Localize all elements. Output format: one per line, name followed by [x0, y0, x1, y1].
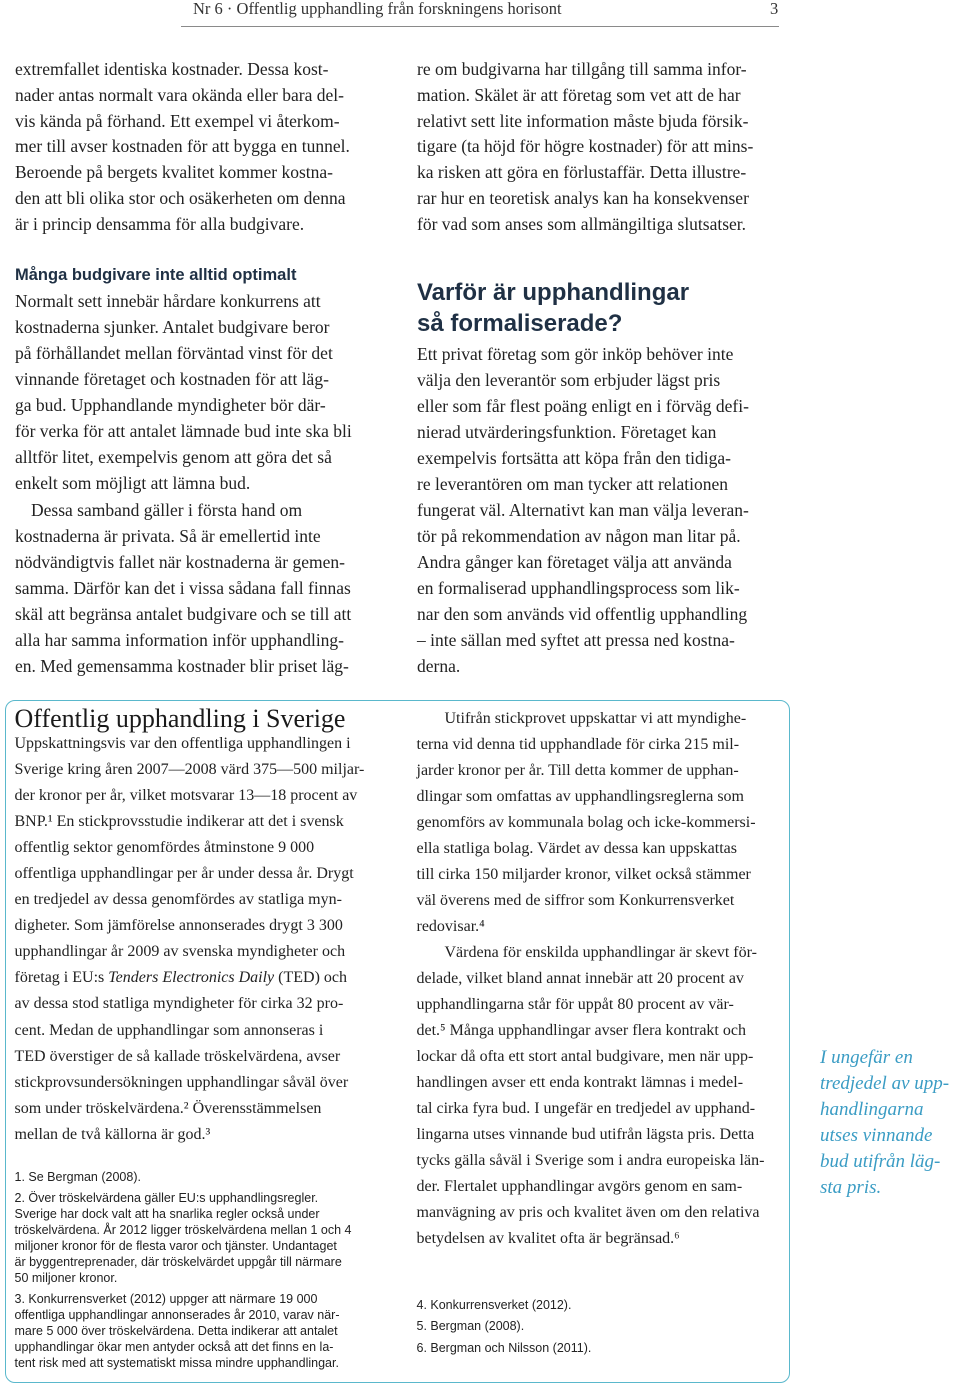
pull-quote: I ungefär en tredjedel av upp- handlingarna utses vinnande bud utifrån läg- sta pris. [820, 1047, 950, 1198]
fact-box-title: Offentlig upphandling i Sverige [14, 703, 346, 733]
right-section-heading: Varför är upphandlingar så formaliserade? [417, 279, 690, 337]
right-column-intro-text: re om budgivarna har tillgång till samma infor- mation. Skälet är att företag som vet att de har relativt sett lite information måste bjuda försik- tigare (ta höjd för högre kostnader) för att mins- ka risken att göra en förlustaffär. Detta illustre- rar hur en teoretisk analys kan ha konsekvenser för vad som anses som allmängiltiga slutsatser. [417, 59, 754, 234]
footnote: 5. Bergman (2008). [416, 1319, 525, 1333]
left-section-paragraph: Normalt sett innebär hårdare konkurrens att kostnaderna sjunker. Antalet budgivare beror på förhållandet mellan förväntad vinst för det vinnande företaget och kostnaden för att läg- ga bud. Upphandlande myndigheter bör där- för verka för att antalet lämnade bud inte ska bli alltför litet, exempelvis genom att göra det så enkelt som möjligt att lämna bud. [15, 291, 352, 494]
fact-box-italic-title: Tenders Electronics Daily [108, 969, 275, 987]
footnote: 3. Konkurrensverket (2012) uppger att närmare 19 000 offentliga upphandlingar annonserades år 2010, varav när- mare 5 000 över tröskelvärdena. Detta indikerar att antalet upphandlingar ökar men antyder också att det finns en la- tent risk med att systematiskt missa mindre upphandlingar. [14, 1291, 340, 1370]
footnote: 2. Över tröskelvärdena gäller EU:s upphandlingsregler. Sverige har dock valt att ha snarlika regler också under tröskelvärdena. År 2012 ligger tröskelvärdena mellan 1 och 4 miljoner kronor för de flesta varor och tjänster. Undantaget är byggentreprenader, där tröskelvärdet uppgår till närmare 50 miljoner kronor. [14, 1190, 352, 1285]
fact-box-paragraph: Värdena för enskilda upphandlingar är skevt för- delade, vilket bland annat innebär att 20 procent av upphandlingarna står för uppåt 80 procent av vär- det.⁵ Många upphandlingar avser flera kontrakt och lockar då ofta ett stort antal budgivare, men när upp- handlingen avser ett enda kontrakt lämnas i medel- tal cirka fyra bud. I ungefär en tredjedel av upphand- lingarna utses vinnande bud utifrån lägsta pris. Detta tycks gälla såväl i Sverige som i andra europeiska län- der. Flertalet upphandlingar avgörs genom en sam- manvägning av pris och kvalitet även om den relativa betydelsen av kvalitet ofta är begränsad.⁶ [416, 943, 765, 1248]
fact-box-text-segment: Uppskattningsvis var den offentliga upphandlingen i Sverige kring åren 2007—2008 värd 375—500 miljar- der kronor per år, vilket motsvarar 13—18 procent av BNP.¹ En stickprovsstudie indikerar att det i svensk offentlig sektor genomfördes åtminstone 9 000 offentliga upphandlingar per år under dessa år. Drygt en tredjedel av dessa genomfördes av statliga myn- digheter. Som jämförelse annonserades drygt 3 300 upphandlingar år 2009 av svenska myndigheter och företag i EU:s [14, 734, 365, 987]
fact-box-text-segment: (TED) och av dessa stod statliga myndigheter för cirka 32 pro- cent. Medan de upphandlingar som annonseras i TED överstiger de så kallade tröskelvärdena, avser stickprovsundersökningen upphandlingar såväl över som under tröskelvärdena.² Överensstämmelsen mellan de två källorna är god.³ [14, 969, 349, 1143]
fact-box-left-text [15, 731, 365, 1149]
footnote: 6. Bergman och Nilsson (2011). [416, 1340, 592, 1355]
left-section-heading: Många budgivare inte alltid optimalt [15, 266, 297, 284]
fact-box-right-text [417, 706, 765, 1253]
right-section-paragraph: Ett privat företag som gör inköp behöver inte välja den leverantör som erbjuder lägst pris eller som får flest poäng enligt en i förväg defi- nierad utvärderingsfunktion. Företaget kan exempelvis fortsätta att köpa från den tidiga- re leverantören om man tycker att relationen fungerat väl. Alternativt kan man välja leveran- tör på rekommendation av någon man litar på. Andra gånger kan företaget välja att använda en formaliserad upphandlingsprocess som lik- nar den som används vid offentlig upphandling – inte sällan med syftet att pressa ned kostna- derna. [417, 344, 749, 676]
fact-box [5, 700, 790, 1383]
footnote: 1. Se Bergman (2008). [14, 1169, 141, 1184]
fact-box-right-footnotes [417, 1297, 592, 1362]
footnote: 4. Konkurrensverket (2012). [416, 1297, 572, 1312]
running-header-title: Nr 6 · Offentlig upphandling från forskningens horisont [193, 0, 562, 18]
left-section-body [15, 288, 385, 679]
page-number: 3 [770, 0, 779, 18]
fact-box-left-footnotes [15, 1169, 352, 1376]
fact-box-paragraph: Utifrån stickprovet uppskattar vi att myndighe- terna vid denna tid upphandlade för cirka 215 mil- jarder kronor per år. Till detta kommer de upphan- dlingar som omfattas av upphandlingsreglerna som genomförs av kommunala bolag och icke-kommersi- ella statliga bolag. Värdet av dessa kan uppskattas till cirka 150 miljarder kronor, vilket också stämmer väl överens med de siffror som Konkurrensverket redovisar.⁴ [416, 709, 756, 935]
left-section-paragraph: Dessa samband gäller i första hand om kostnaderna är privata. Så är emellertid inte nödvändigtvis fallet när kostnaderna är gemen- samma. Därför kan det i vissa sådana fall finnas skäl att begränsa antalet budgivare och se till att alla har samma information inför upphandling- en. Med gemensamma kostnader blir priset läg- [15, 499, 352, 676]
left-column-intro-text: extremfallet identiska kostnader. Dessa kost- nader antas normalt vara okända eller bara del- vis kända på förhand. Ett exempel vi återkom- mer till avser kostnaden för att bygga en tunnel. Beroende på bergets kvalitet kommer kostna- den att bli olika stor och osäkerheten om denna är i princip densamma för alla budgivare. [15, 59, 350, 234]
header-rule [181, 26, 779, 27]
